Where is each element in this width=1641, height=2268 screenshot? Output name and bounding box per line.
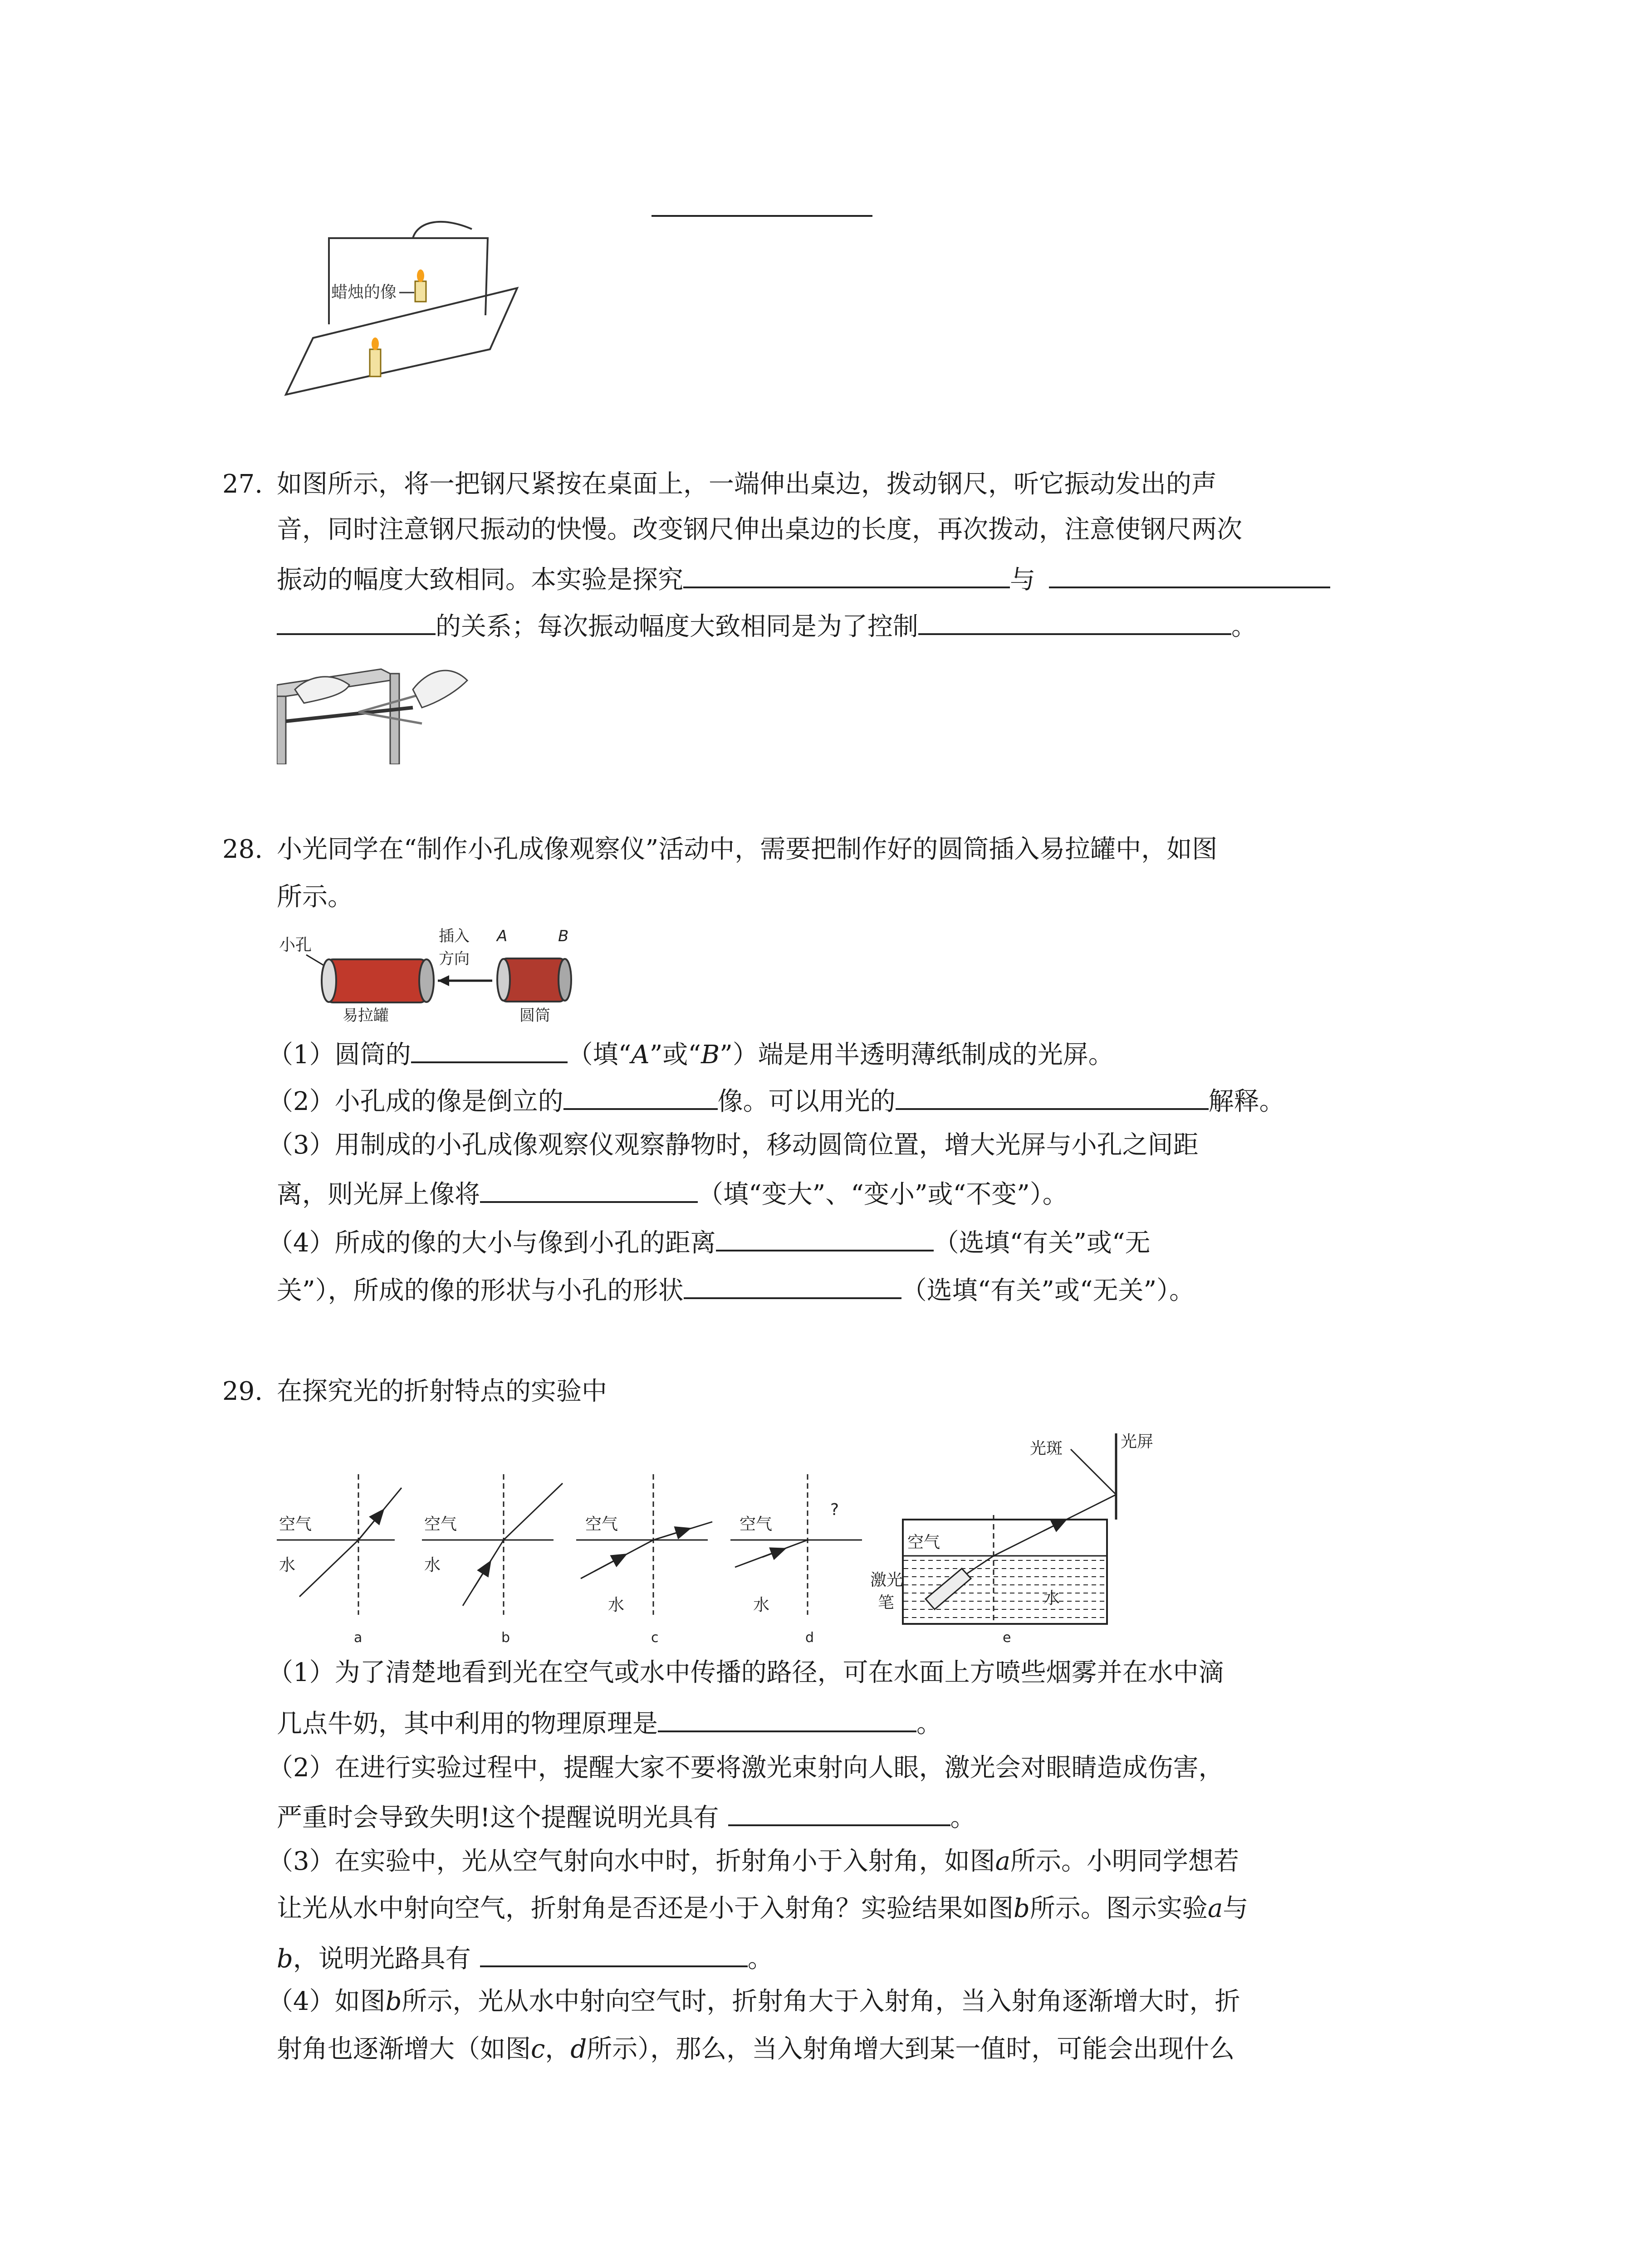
diagram-d bbox=[730, 1474, 862, 1646]
q28-text: 离，则光屏上像将 bbox=[277, 1180, 480, 1209]
q29-text: b bbox=[277, 1944, 293, 1974]
q28-text: （填“ bbox=[567, 1040, 632, 1070]
q29-title: 在探究光的折射特点的实验中 bbox=[277, 1377, 607, 1406]
q27-text: 音，同时注意钢尺振动的快慢。改变钢尺伸出桌边的长度，再次拨动，注意使钢尺两次 bbox=[277, 515, 1242, 544]
diagram-e bbox=[870, 1432, 1153, 1646]
pen-label: 笔 bbox=[878, 1593, 895, 1612]
q29-part4 bbox=[268, 1989, 1240, 2014]
q29-text: a bbox=[1207, 1894, 1223, 1923]
question-mark-label: ? bbox=[830, 1501, 839, 1519]
q28-text: 小光同学在“制作小孔成像观察仪”活动中，需要把制作好的圆筒插入易拉罐中，如图 bbox=[277, 835, 1218, 864]
direction-label: 方向 bbox=[439, 950, 470, 968]
can-label: 易拉罐 bbox=[343, 1007, 389, 1023]
q29-text: c bbox=[531, 2034, 545, 2064]
question-number: 27. bbox=[222, 469, 263, 499]
q28-part1 bbox=[268, 1039, 1114, 1068]
diagram-label-a: a bbox=[354, 1630, 362, 1646]
q28-text: A bbox=[631, 1040, 650, 1070]
hand bbox=[413, 222, 472, 238]
q28-part3 bbox=[277, 1178, 1068, 1207]
q28-part4 bbox=[268, 1227, 1151, 1256]
q29-text: ，说明光路具有 bbox=[293, 1944, 471, 1974]
q29-text: （2）在进行实验过程中，提醒大家不要将激光束射向人眼，激光会对眼睛造成伤害， bbox=[268, 1753, 1224, 1783]
water-label: 水 bbox=[1043, 1589, 1060, 1608]
answer-blank[interactable] bbox=[716, 1227, 934, 1251]
q28-text: ”）端是用半透明薄纸制成的光屏。 bbox=[720, 1040, 1114, 1070]
water-label: 水 bbox=[608, 1596, 625, 1614]
q29-part3-cont2 bbox=[277, 1943, 773, 1972]
air-label: 空气 bbox=[585, 1515, 618, 1534]
q28-text: （4）所成的像的大小与像到小孔的距离 bbox=[268, 1228, 716, 1258]
tube-icon bbox=[501, 958, 565, 1002]
diagram-label-d: d bbox=[805, 1630, 814, 1646]
answer-blank[interactable] bbox=[411, 1039, 568, 1063]
q27-text: 的关系；每次振动幅度大致相同是为了控制 bbox=[436, 612, 918, 641]
end-a-label: A bbox=[497, 927, 508, 945]
q29-text: 所示，光从水中射向空气时，折射角大于入射角，当入射角逐渐增大时，折 bbox=[402, 1987, 1240, 2016]
q28-text: 像。可以用光的 bbox=[717, 1087, 896, 1116]
answer-blank[interactable] bbox=[658, 1708, 916, 1732]
air-label: 空气 bbox=[279, 1515, 312, 1534]
q29-text: 。 bbox=[916, 1709, 942, 1739]
q28-text: （填“变大”、“变小”或“不变”）。 bbox=[698, 1180, 1068, 1209]
candle-image-label: 蜡烛的像 bbox=[331, 283, 397, 302]
q27-text: 如图所示，将一把钢尺紧按在桌面上，一端伸出桌边，拨动钢尺，听它振动发出的声 bbox=[277, 469, 1217, 499]
q28-text: 解释。 bbox=[1208, 1087, 1285, 1116]
diagram-a bbox=[277, 1474, 402, 1646]
hand-plucking bbox=[413, 670, 467, 708]
q29-text: b bbox=[385, 1987, 402, 2016]
candle-icon bbox=[370, 349, 381, 376]
glass-plate bbox=[329, 238, 488, 324]
water-label: 水 bbox=[279, 1556, 296, 1574]
q28-part4-cont bbox=[277, 1275, 1195, 1304]
q29-part3 bbox=[268, 1849, 1239, 1874]
q27-text-line3 bbox=[277, 564, 1330, 593]
q27-text: 振动的幅度大致相同。本实验是探究 bbox=[277, 565, 683, 595]
q29-text: b bbox=[1014, 1894, 1030, 1923]
q29-text: 让光从水中射向空气，折射角是否还是小于入射角？实验结果如图 bbox=[277, 1894, 1014, 1923]
q28-part2 bbox=[268, 1085, 1285, 1114]
q29-text: 射角也逐渐增大（如图 bbox=[277, 2034, 531, 2064]
q29-text: 。 bbox=[950, 1803, 976, 1833]
q27-text: 。 bbox=[1231, 612, 1257, 641]
insert-label: 插入 bbox=[439, 927, 470, 945]
q28-text: （2）小孔成的像是倒立的 bbox=[268, 1087, 563, 1116]
question-number: 29. bbox=[222, 1377, 263, 1406]
steel-ruler-figure bbox=[277, 653, 476, 764]
q29-part1-cont bbox=[277, 1708, 942, 1737]
question-number: 28. bbox=[222, 835, 263, 864]
water-region bbox=[904, 1556, 1106, 1623]
diagram-label-b: b bbox=[501, 1630, 510, 1646]
q28-text: （3）用制成的小孔成像观察仪观察静物时，移动圆筒位置，增大光屏与小孔之间距 bbox=[268, 1130, 1199, 1160]
q28-text: B bbox=[701, 1040, 720, 1070]
q28-text: ”或“ bbox=[649, 1040, 701, 1070]
q28-text: （选填“有关”或“无关”）。 bbox=[901, 1276, 1195, 1305]
diagram-label-c: c bbox=[651, 1630, 659, 1646]
diagram-c bbox=[576, 1474, 712, 1646]
q29-part2-cont bbox=[277, 1802, 976, 1831]
candle-image-icon bbox=[415, 281, 426, 302]
q29-text: 所示），那么，当入射角增大到某一值时，可能会出现什么 bbox=[587, 2034, 1235, 2064]
q27-text-line4 bbox=[277, 611, 1257, 640]
candle-mirror-figure bbox=[277, 218, 531, 408]
air-label: 空气 bbox=[424, 1515, 457, 1534]
q29-text: 所示。小明同学想若 bbox=[1010, 1847, 1239, 1876]
refraction-figure bbox=[272, 1424, 1180, 1660]
answer-blank[interactable] bbox=[277, 611, 436, 635]
answer-blank-top[interactable] bbox=[652, 192, 872, 217]
answer-blank[interactable] bbox=[480, 1943, 748, 1967]
laser-label: 激光 bbox=[870, 1571, 903, 1589]
hole-label: 小孔 bbox=[279, 936, 312, 954]
pinhole-camera-figure bbox=[274, 919, 583, 1023]
q27-text: 与 bbox=[1010, 565, 1035, 595]
water-label: 水 bbox=[753, 1596, 770, 1614]
diagram-label-e: e bbox=[1003, 1630, 1011, 1646]
q29-text: d bbox=[570, 2034, 587, 2064]
q28-text: 所示。 bbox=[277, 882, 353, 912]
q29-part3-cont bbox=[277, 1896, 1248, 1921]
q29-text: 所示。图示实验 bbox=[1029, 1894, 1208, 1923]
q29-text: a bbox=[995, 1847, 1011, 1876]
flame-icon bbox=[372, 337, 379, 350]
answer-blank[interactable] bbox=[918, 611, 1231, 635]
flame-icon bbox=[417, 269, 424, 282]
water-label: 水 bbox=[424, 1556, 441, 1574]
q28-text: （选填“有关”或“无 bbox=[933, 1228, 1151, 1258]
answer-blank[interactable] bbox=[728, 1802, 950, 1826]
answer-blank[interactable] bbox=[1049, 564, 1330, 588]
q29-text: （4）如图 bbox=[268, 1987, 386, 2016]
q28-text: 关”），所成的像的形状与小孔的形状 bbox=[277, 1276, 684, 1305]
answer-blank[interactable] bbox=[896, 1085, 1209, 1110]
q29-text: 。 bbox=[747, 1944, 773, 1974]
q29-part4-cont bbox=[277, 2034, 1235, 2064]
answer-blank[interactable] bbox=[683, 564, 1010, 588]
light-spot-label: 光斑 bbox=[1030, 1439, 1063, 1458]
answer-blank[interactable] bbox=[684, 1275, 901, 1299]
air-label: 空气 bbox=[907, 1533, 941, 1552]
q29-text: 与 bbox=[1223, 1894, 1249, 1923]
air-label: 空气 bbox=[740, 1515, 773, 1534]
end-b-label: B bbox=[558, 927, 569, 945]
answer-blank[interactable] bbox=[480, 1178, 698, 1203]
diagram-b bbox=[422, 1474, 563, 1646]
can-icon bbox=[327, 959, 426, 1002]
q29-text: （1）为了清楚地看到光在空气或水中传播的路径，可在水面上方喷些烟雾并在水中滴 bbox=[268, 1658, 1224, 1687]
light-screen-label: 光屏 bbox=[1121, 1432, 1154, 1451]
q29-text: （3）在实验中，光从空气射向水中时，折射角小于入射角，如图 bbox=[268, 1847, 995, 1876]
tube-label: 圆筒 bbox=[519, 1007, 550, 1023]
table-plane bbox=[286, 288, 517, 395]
q29-text: ， bbox=[545, 2034, 571, 2064]
answer-blank[interactable] bbox=[563, 1085, 718, 1110]
q28-text: （1）圆筒的 bbox=[268, 1040, 411, 1070]
q29-text: 严重时会导致失明!这个提醒说明光具有 bbox=[277, 1803, 719, 1833]
q29-text: 几点牛奶，其中利用的物理原理是 bbox=[277, 1709, 658, 1739]
